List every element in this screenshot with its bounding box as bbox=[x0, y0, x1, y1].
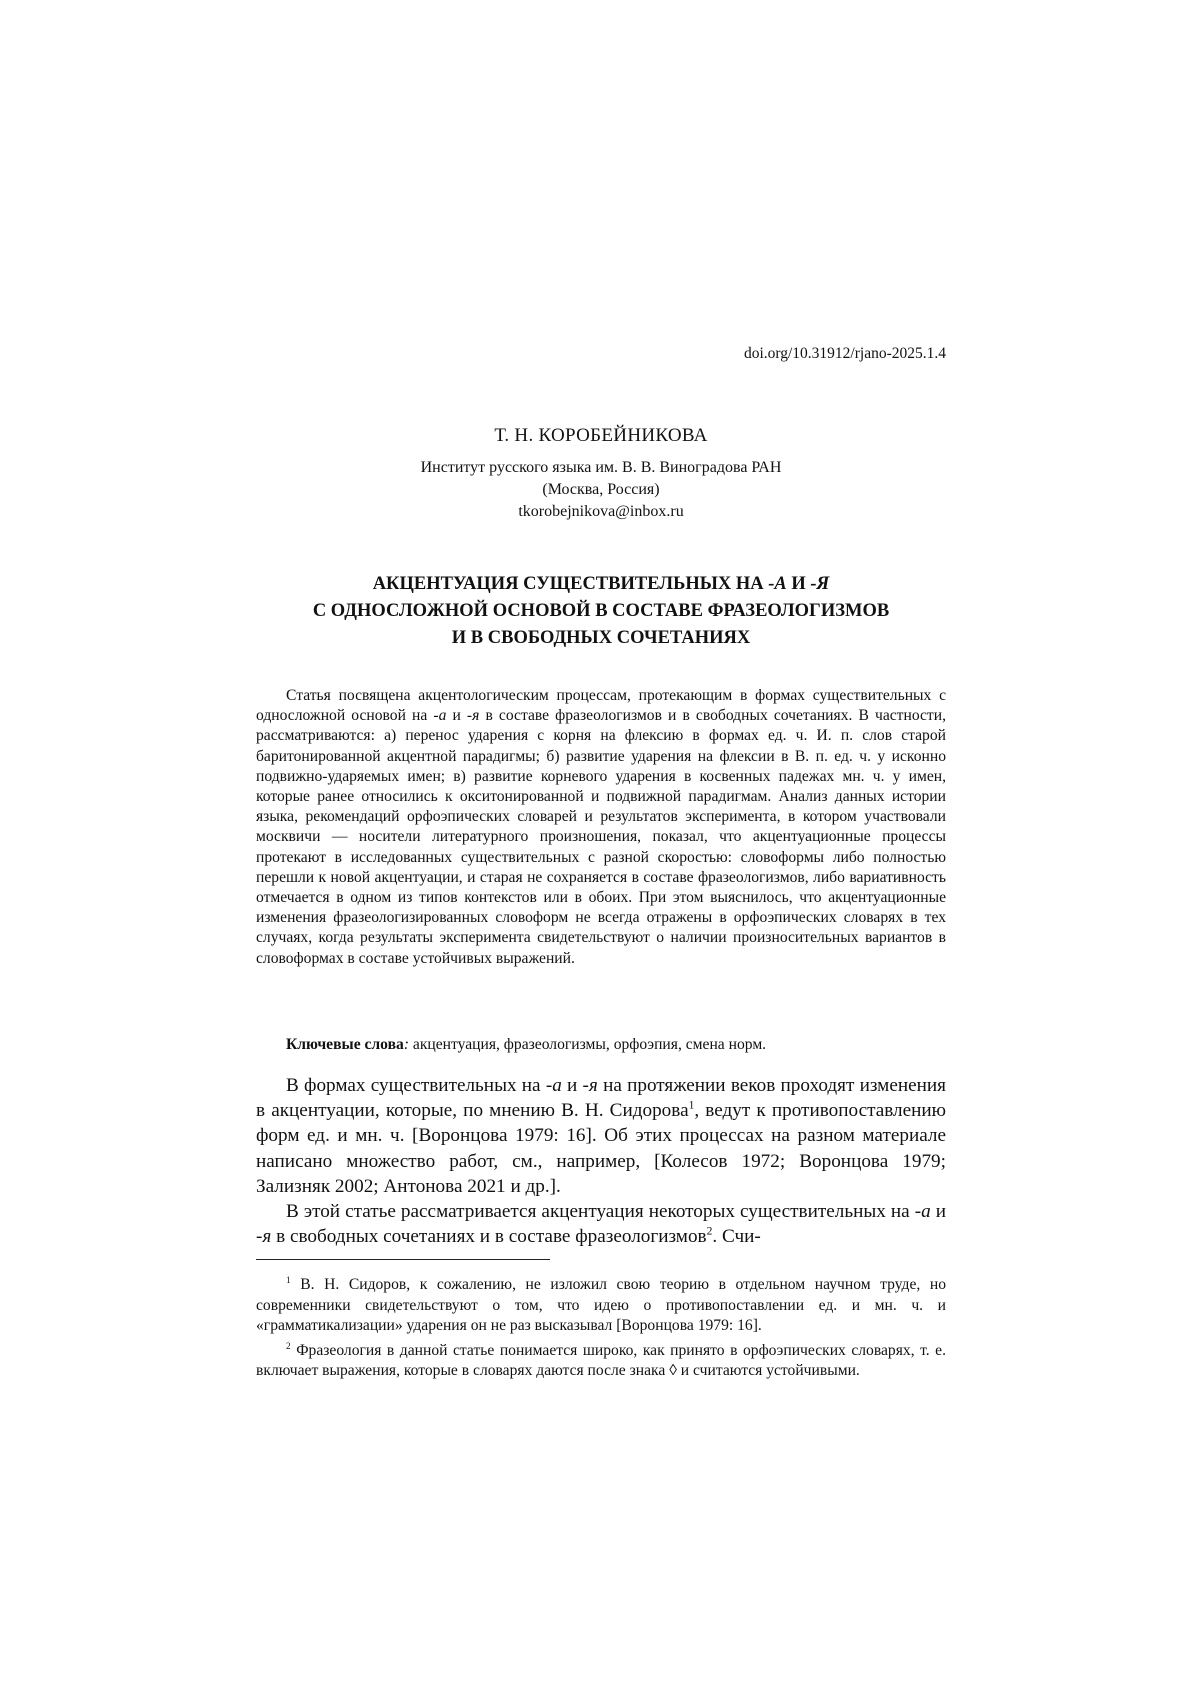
body-text: и bbox=[930, 1201, 946, 1223]
author-affiliation: Институт русского языка им. В. В. Виноградова РАН bbox=[420, 459, 782, 476]
footnote-text: В. Н. Сидоров, к сожалению, не изложил свою теорию в отдельном научном труде, но современники свидетельствуют о том, что идею о противопоставлении ед. и мн. ч. и «грамматикализации» ударения он не раз высказывал [Воронцова 1979: 16]. bbox=[256, 1276, 946, 1334]
body-paragraph-2 bbox=[256, 1199, 946, 1249]
footnote-number: 2 bbox=[286, 1341, 291, 1352]
footnote-text: Фразеология в данной статье понимается широко, как принято в орфоэпических словарях, т. е. включает выражения, которые в словарях даются после знака ◊ и считаются устойчивыми. bbox=[256, 1341, 946, 1379]
keywords bbox=[256, 1035, 946, 1055]
body-text: , ведут к противопоставлению форм ед. и мн. ч. [Воронцова 1979: 16]. Об этих процессах на разном материале написано множество работ, см., например, [Колесов 1972; Воронцова 1979; Зализняк 2002; Антонова 2021 и др.]. bbox=[256, 1100, 946, 1197]
title-line-2: С ОДНОСЛОЖНОЙ ОСНОВОЙ В СОСТАВЕ ФРАЗЕОЛОГИЗМОВ bbox=[312, 601, 890, 621]
body-suffix-ya: -я bbox=[256, 1226, 272, 1248]
keywords-colon: : bbox=[403, 1036, 410, 1053]
abstract-text: и bbox=[446, 707, 467, 725]
abstract bbox=[256, 686, 946, 969]
title-line-3: И В СВОБОДНЫХ СОЧЕТАНИЯХ bbox=[451, 628, 751, 648]
body-text: на протяжении веков проходят изменения в акцентуации, которые, по мнению В. Н. Сидорова bbox=[256, 1075, 946, 1122]
body-text: и bbox=[561, 1075, 583, 1096]
abstract-suffix-a: -а bbox=[433, 707, 447, 725]
author-location: (Москва, Россия) bbox=[542, 481, 660, 498]
title-suffix-a: -А bbox=[768, 574, 787, 594]
footnote-2 bbox=[256, 1341, 946, 1382]
abstract-text: в составе фразеологизмов и в свободных сочетаниях. В частности, рассматриваются: а) перенос ударения с корня на флексию в формах ед. ч. И. п. слов старой баритонированной акцентной парадигмы; б) развитие ударения на флексии в В. п. ед. ч. у исконно подвижно-ударяемых имен; в) развитие корневого ударения в косвенных падежах мн. ч. у имен, которые ранее относились к окситонированной и подвижной парадигмам. Анализ данных истории языка, рекомендаций орфоэпических словарей и результатов эксперимента, в котором участвовали москвичи — носители литературного произношения, показал, что акцентуационные процессы протекают в исследованных существительных с разной скоростью: словоформы либо полностью перешли к новой акцентуации, и старая не сохраняется в составе фразеологизмов, либо вариативность отмечается в одном из типов контекстов или в обоих. При этом выяснилось, что акцентуационные изменения фразеологизированных словоформ не всегда отражены в орфоэпических словарях в тех случаях, когда результаты эксперимента свидетельствуют о наличии произносительных вариантов в словоформах в составе устойчивых выражений. bbox=[256, 707, 946, 967]
author-name: Т. Н. КОРОБЕЙНИКОВА bbox=[494, 425, 708, 446]
keywords-text: акцентуация, фразеологизмы, орфоэпия, смена норм. bbox=[409, 1036, 767, 1053]
body-suffix-a: -а bbox=[914, 1201, 931, 1223]
body-text: в свободных сочетаниях и в составе фразеологизмов bbox=[271, 1226, 707, 1248]
footnote-divider bbox=[256, 1259, 550, 1260]
author-affiliation-block bbox=[256, 457, 946, 523]
footnote-number: 1 bbox=[286, 1275, 291, 1286]
body-text: В этой статье рассматривается акцентуация некоторых существительных на bbox=[286, 1201, 915, 1223]
title-text: И bbox=[786, 574, 811, 594]
doi-link[interactable]: doi.org/10.31912/rjano-2025.1.4 bbox=[743, 345, 946, 362]
article-body bbox=[256, 1073, 946, 1249]
body-suffix-a: -а bbox=[545, 1075, 562, 1096]
abstract-text: Статья посвящена акцентологическим процессам, протекающим в формах существительных с односложной основой на bbox=[256, 687, 946, 725]
body-suffix-ya: -я bbox=[582, 1075, 598, 1096]
body-text: В формах существительных на bbox=[286, 1075, 546, 1096]
title-text: АКЦЕНТУАЦИЯ СУЩЕСТВИТЕЛЬНЫХ НА bbox=[372, 574, 769, 594]
title-suffix-ya: -Я bbox=[810, 574, 830, 594]
body-text: . Счи- bbox=[712, 1226, 761, 1248]
body-paragraph-1 bbox=[256, 1073, 946, 1199]
footnote-1 bbox=[256, 1275, 946, 1337]
abstract-suffix-ya: -я bbox=[466, 707, 480, 725]
footnotes bbox=[256, 1275, 946, 1386]
footnote-ref-1[interactable]: 1 bbox=[688, 1099, 695, 1112]
title-line-1 bbox=[256, 571, 946, 598]
footnote-ref-2[interactable]: 2 bbox=[706, 1225, 713, 1238]
article-title bbox=[256, 571, 946, 652]
keywords-label: Ключевые слова bbox=[286, 1036, 404, 1053]
author-email[interactable]: tkorobejnikova@inbox.ru bbox=[518, 503, 684, 520]
